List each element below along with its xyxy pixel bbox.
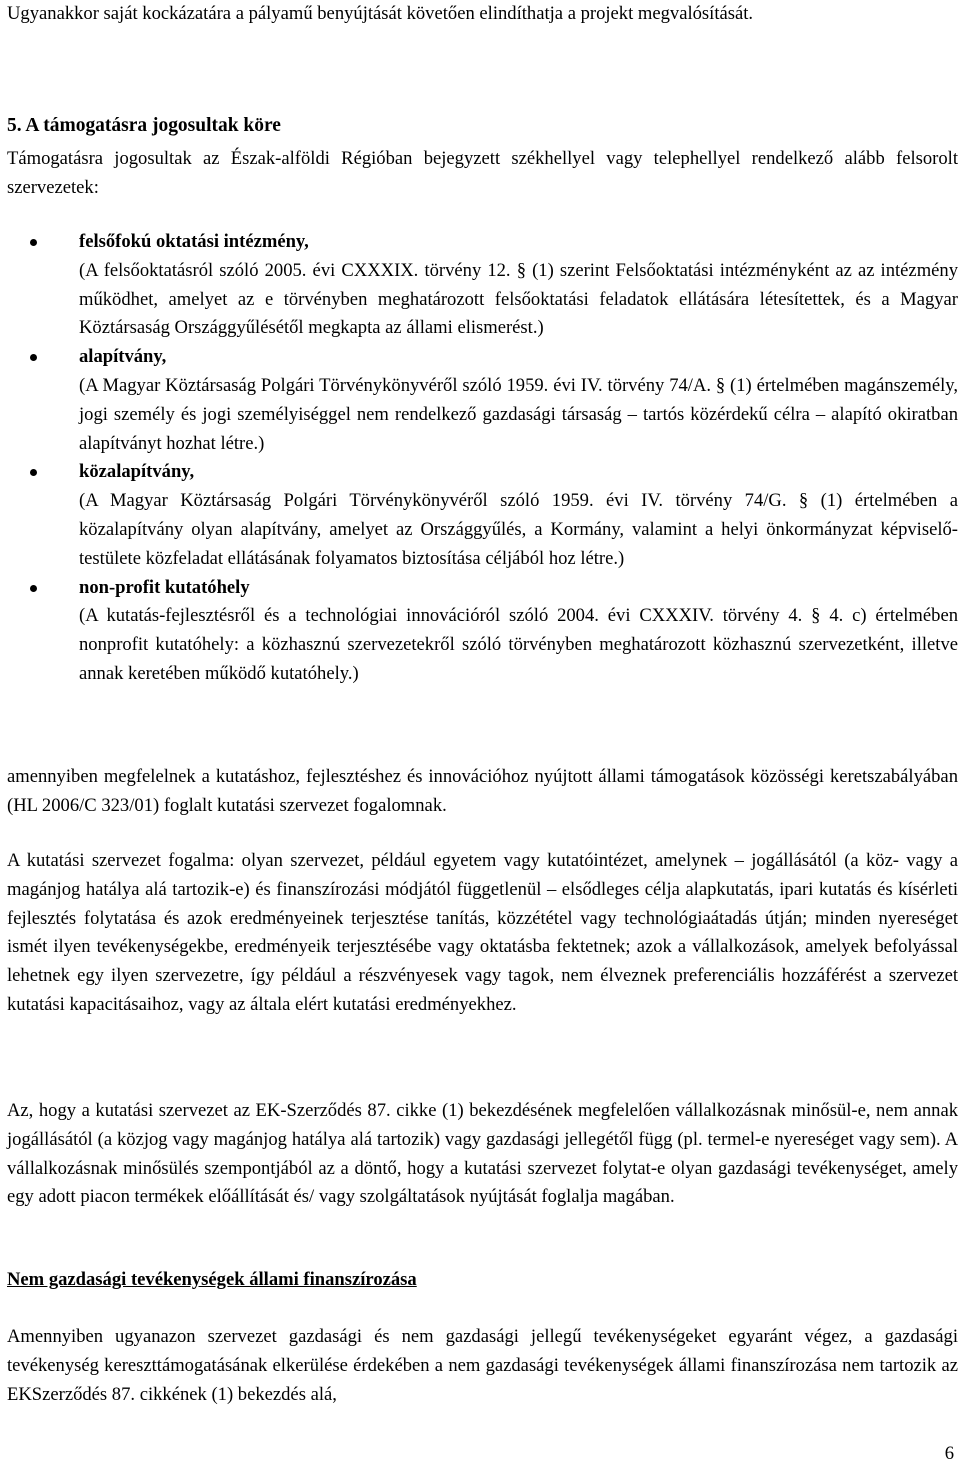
section-heading: 5. A támogatásra jogosultak köre bbox=[7, 114, 281, 136]
list-item bbox=[7, 343, 958, 458]
bullet-icon bbox=[30, 469, 37, 476]
ec-treaty-paragraph: Az, hogy a kutatási szervezet az EK-Szerződés 87. cikke (1) bekezdésének megfelelően vállalkozásnak minősül-e, nem annak jogállásától (a közjog vagy magánjog hatálya alá tartozik) vagy gazdasági jellegétől függ (pl. termel-e nyereséget vagy sem). A vállalkozásnak minősülés szempontjából az a döntő, hogy a kutatási szervezet folytat-e olyan gazdasági tevékenységet, amely egy adott piacon termékek előállítását és/ vagy szolgáltatások nyújtását foglalja magában. bbox=[7, 1100, 958, 1208]
research-organization-definition: A kutatási szervezet fogalma: olyan szervezet, például egyetem vagy kutatóintézet, amelynek – jogállásától (a köz- vagy a magánjog hatálya alá tartozik-e) és finanszírozási módjától függetlenül – elsődleges célja alapkutatás, ipari kutatás és kísérleti fejlesztés folytatása és azok eredményeinek terjesztése tanítás, közzététel vagy technológiaátadás útján; minden nyereséget ismét ilyen tevékenységekbe, eredményeik terjesztésébe vagy oktatásba fektetnek; azok a vállalkozások, amelyek befolyással lehetnek egy ilyen szervezetre, így például a részvényesek vagy tagok, nem élveznek preferenciális hozzáférést a szervezet kutatási kapacitásaihoz, vagy az általa elért kutatási eredményekhez. bbox=[7, 850, 958, 1015]
section-body: Támogatásra jogosultak az Észak-alföldi Régióban bejegyzett székhellyel vagy telephellyel rendelkező alább felsorolt szervezetek: bbox=[7, 148, 958, 198]
bullet-icon bbox=[30, 585, 37, 592]
list-item bbox=[7, 574, 958, 689]
list-item-description: (A kutatás-fejlesztésről és a technológiai innovációról szóló 2004. évi CXXXIV. törvény 4. § 4. c) értelmében nonprofit kutatóhely: a közhasznú szervezetekről szóló törvényben meghatározott közhasznú szervezetként, illetve annak keretében működő kutatóhely.) bbox=[79, 605, 958, 684]
page-number: 6 bbox=[944, 1443, 954, 1464]
bullet-icon bbox=[30, 354, 37, 361]
list-item-description: (A felsőoktatásról szóló 2005. évi CXXXIX. törvény 12. § (1) szerint Felsőoktatási intézményként az az intézmény működhet, amelyet az e törvényben meghatározott felsőoktatási feladatok ellátására létesítettek, és a Magyar Köztársaság Országgyűlésétől megkapta az állami elismerést.) bbox=[79, 259, 958, 339]
eligible-organizations-list bbox=[7, 228, 958, 689]
list-item-description: (A Magyar Köztársaság Polgári Törvénykönyvéről szóló 1959. évi IV. törvény 74/G. § (1) értelmében a közalapítvány olyan alapítvány, amelyet az Országgyűlés, a Kormány, valamint a helyi önkormányzat képviselő-testülete közfeladat ellátásának folyamatos biztosítása céljából hoz létre.) bbox=[79, 490, 958, 569]
list-item-description: (A Magyar Köztársaság Polgári Törvénykönyvéről szóló 1959. évi IV. törvény 74/A. § (1) értelmében magánszemély, jogi személy és jogi személyiséggel nem rendelkező gazdasági társaság – tartós közérdekű célra – alapító okiratban alapítványt hozhat létre.) bbox=[79, 374, 958, 454]
subsection-heading: Nem gazdasági tevékenységek állami finanszírozása bbox=[7, 1269, 417, 1290]
bullet-icon bbox=[30, 239, 37, 246]
list-item-term: alapítvány, bbox=[79, 346, 167, 368]
list-item-term: felsőfokú oktatási intézmény, bbox=[79, 231, 309, 252]
intro-paragraph: Ugyanakkor saját kockázatára a pályamű benyújtását követően elindíthatja a projekt megvalósítását. bbox=[7, 3, 754, 24]
list-item-term: non-profit kutatóhely bbox=[79, 576, 250, 598]
list-item bbox=[7, 228, 958, 343]
non-economic-paragraph: Amennyiben ugyanazon szervezet gazdasági és nem gazdasági jellegű tevékenységeket egyaránt végez, a gazdasági tevékenység kereszttámogatásának elkerülése érdekében a nem gazdasági tevékenységek állami finanszírozása nem tartozik az EKSzerződés 87. cikkének (1) bekezdés alá, bbox=[7, 1326, 958, 1405]
framework-paragraph: amennyiben megfelelnek a kutatáshoz, fejlesztéshez és innovációhoz nyújtott állami támogatások közösségi keretszabályában (HL 2006/C 323/01) foglalt kutatási szervezet fogalomnak. bbox=[7, 766, 958, 816]
list-item-term: közalapítvány, bbox=[79, 461, 195, 483]
list-item bbox=[7, 458, 958, 573]
